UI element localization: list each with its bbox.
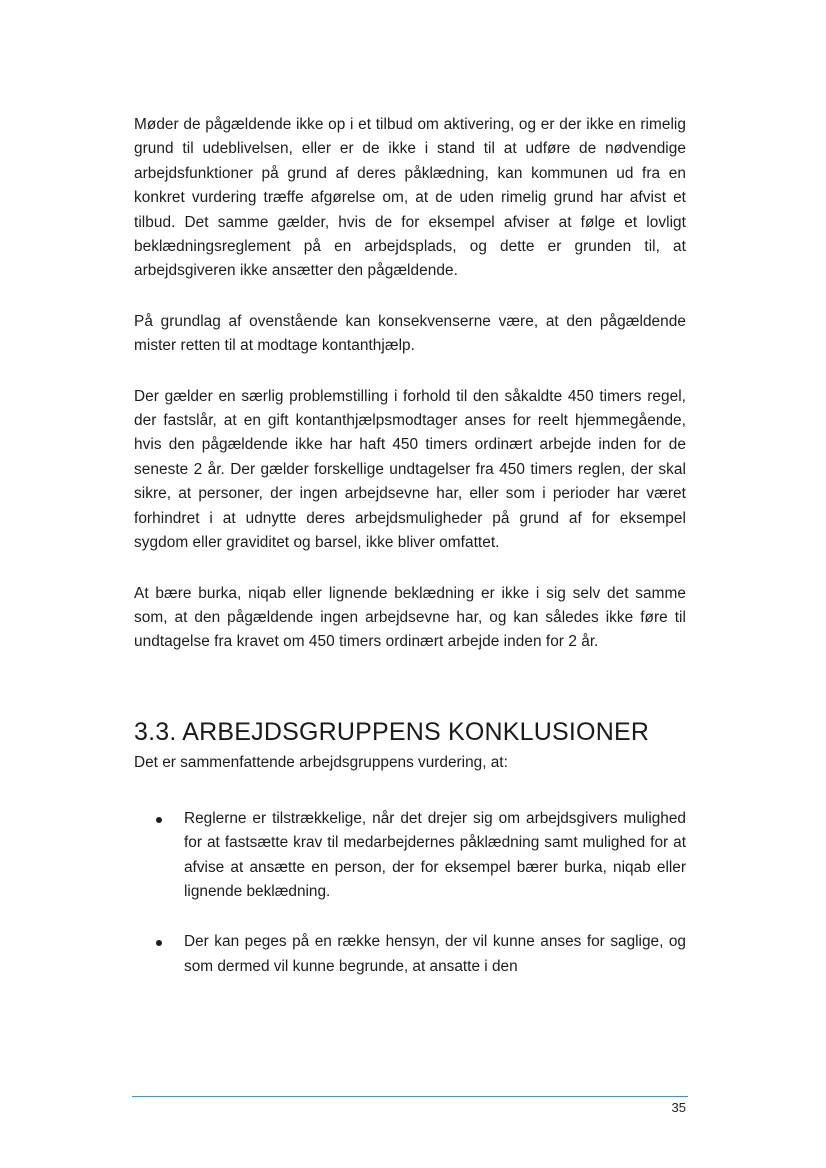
paragraph-konsekvenser: På grundlag af ovenstående kan konsekvenserne være, at den pågældende mister retten til at modtage kontanthjælp.: [134, 312, 686, 355]
paragraph-aktivering: Møder de pågældende ikke op i et tilbud om aktivering, og er der ikke en rimelig grund til udeblivelsen, eller er de ikke i stand til at udføre de nødvendige arbejdsfunktioner på grund af deres påklædning, kan kommunen ud fra en konkret vurdering træffe afgørelse om, at de uden rimelig grund har afvist et tilbud. Det samme gælder, hvis de for eksempel afviser at følge et lovligt beklædningsreglement på en arbejdsplads, og dette er grunden til, at arbejdsgiveren ikke ansætter den pågældende.: [134, 116, 686, 280]
footer-divider: [132, 1096, 688, 1097]
list-item: [134, 807, 686, 905]
paragraph-burka-niqab: At bære burka, niqab eller lignende beklædning er ikke i sig selv det samme som, at den pågældende ingen arbejdsevne har, og kan således ikke føre til undtagelse fra kravet om 450 timers ordinært arbejde inden for 2 år.: [134, 584, 686, 651]
section-intro: Det er sammenfattende arbejdsgruppens vurdering, at:: [134, 753, 508, 771]
list-item-text: Der kan peges på en række hensyn, der vil kunne anses for saglige, og som dermed vil kunne begrunde, at ansatte i den: [184, 933, 686, 975]
list-item-text: Reglerne er tilstrækkelige, når det drejer sig om arbejdsgivers mulighed for at fastsætte krav til medarbejdernes påklædning samt mulighed for at afvise at ansætte en person, der for eksempel bærer burka, niqab eller lignende beklædning.: [184, 809, 686, 900]
conclusion-list: [134, 807, 686, 979]
list-item: [134, 930, 686, 979]
section-heading: 3.3. ARBEJDSGRUPPENS KONKLUSIONER: [134, 717, 650, 746]
bullet-icon: [156, 940, 162, 946]
paragraph-450-timers-regel: Der gælder en særlig problemstilling i forhold til den såkaldte 450 timers regel, der fastslår, at en gift kontanthjælpsmodtager anses for reelt hjemmegående, hvis den pågældende ikke har haft 450 timers ordinært arbejde inden for de seneste 2 år. Der gælder forskellige undtagelser fra 450 timers reglen, der skal sikre, at personer, der ingen arbejdsevne har, eller som i perioder har været forhindret i at udnytte deres arbejdsmuligheder på grund af for eksempel sygdom eller graviditet og barsel, ikke bliver omfattet.: [134, 387, 686, 552]
page-number: 35: [671, 1100, 686, 1115]
document-page: [134, 113, 686, 1005]
bullet-icon: [156, 817, 162, 823]
